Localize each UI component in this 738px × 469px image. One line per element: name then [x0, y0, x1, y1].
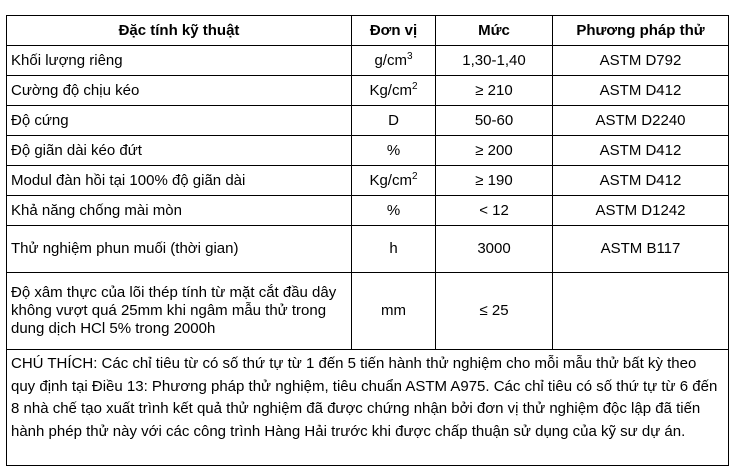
cell-property: Độ giãn dài kéo đứt	[7, 136, 352, 166]
cell-level: ≥ 200	[436, 136, 553, 166]
cell-property: Modul đàn hồi tại 100% độ giãn dài	[7, 166, 352, 196]
cell-level: 3000	[436, 226, 553, 273]
table-header	[7, 16, 729, 46]
cell-unit: %	[352, 196, 436, 226]
table-row	[7, 46, 729, 76]
cell-method: ASTM D1242	[553, 196, 729, 226]
cell-method: ASTM D412	[553, 166, 729, 196]
cell-property: Thử nghiệm phun muối (thời gian)	[7, 226, 352, 273]
table-row	[7, 226, 729, 273]
spec-table-container	[6, 15, 729, 466]
unit-text: Kg/cm	[369, 81, 412, 99]
cell-unit	[352, 46, 436, 76]
unit-superscript: 2	[411, 170, 418, 182]
note-text: CHÚ THÍCH: Các chỉ tiêu từ có số thứ tự từ 1 đến 5 tiến hành thử nghiệm cho mỗi mẫu thử bất kỳ theo quy định tại Điều 13: Phương pháp thử nghiệm, tiêu chuẩn ASTM A975. Các chỉ tiêu có số thứ tự từ 6 đến 8 nhà chế tạo xuất trình kết quả thử nghiệm đã được chứng nhận bởi đơn vị thử nghiệm độc lập đã tiến hành phép thử này với các công trình Hàng Hải trước khi được chấp thuận sử dụng của kỹ sư dự án.	[7, 350, 729, 466]
table-row	[7, 106, 729, 136]
cell-property: Độ cứng	[7, 106, 352, 136]
header-method: Phương pháp thử	[553, 16, 729, 46]
header-level: Mức	[436, 16, 553, 46]
cell-level: ≤ 25	[436, 273, 553, 350]
table-row	[7, 273, 729, 350]
spec-table	[6, 15, 729, 466]
note-row	[7, 350, 729, 466]
cell-unit: D	[352, 106, 436, 136]
cell-property: Khối lượng riêng	[7, 46, 352, 76]
cell-property: Khả năng chống mài mòn	[7, 196, 352, 226]
cell-unit: %	[352, 136, 436, 166]
table-row	[7, 76, 729, 106]
cell-property: Độ xâm thực của lõi thép tính từ mặt cắt đầu dây không vượt quá 25mm khi ngâm mẫu thử trong dung dịch HCl 5% trong 2000h	[7, 273, 352, 350]
unit-superscript: 3	[406, 50, 413, 62]
cell-method: ASTM D412	[553, 136, 729, 166]
cell-unit: mm	[352, 273, 436, 350]
cell-property: Cường độ chịu kéo	[7, 76, 352, 106]
cell-level: < 12	[436, 196, 553, 226]
cell-level: ≥ 210	[436, 76, 553, 106]
cell-unit	[352, 166, 436, 196]
header-property: Đặc tính kỹ thuật	[7, 16, 352, 46]
unit-superscript: 2	[411, 80, 418, 92]
cell-method: ASTM B117	[553, 226, 729, 273]
cell-method: ASTM D412	[553, 76, 729, 106]
cell-level: ≥ 190	[436, 166, 553, 196]
table-row	[7, 136, 729, 166]
cell-method: ASTM D792	[553, 46, 729, 76]
cell-level: 1,30-1,40	[436, 46, 553, 76]
header-unit: Đơn vị	[352, 16, 436, 46]
unit-text: Kg/cm	[369, 171, 412, 189]
unit-text: g/cm	[374, 51, 407, 69]
table-row	[7, 166, 729, 196]
cell-unit: h	[352, 226, 436, 273]
table-row	[7, 196, 729, 226]
cell-unit	[352, 76, 436, 106]
cell-method	[553, 273, 729, 350]
cell-method: ASTM D2240	[553, 106, 729, 136]
cell-level: 50-60	[436, 106, 553, 136]
